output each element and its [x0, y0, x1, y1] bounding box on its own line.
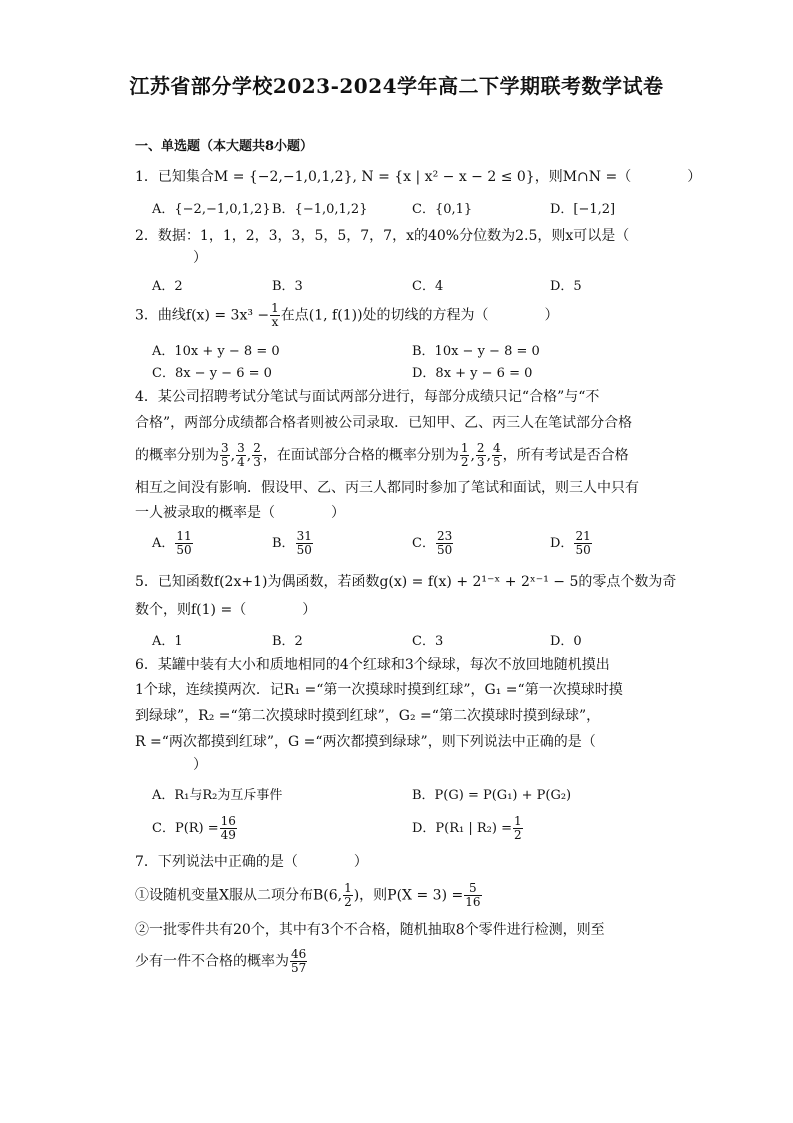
q6-option-b: B．P(G) = P(G₁) + P(G₂) — [412, 788, 572, 803]
question-3-stem: 3．曲线f(x) = 3x³ − $\frac{1}{x}$ 在点(1, f(1))处的切线的方程为（ ） — [135, 301, 559, 329]
q1-option-c: C．{0,1} — [412, 202, 473, 217]
question-4-line: 一人被录取的概率是（ ） — [135, 505, 345, 521]
question-7-statement-1: ①设随机变量X服从二项分布B(6, $\frac{1}{2}$ )，则P(X = 3) = $\frac{5}{16}$ — [135, 881, 481, 909]
question-6-line: R =“两次都摸到红球”，G =“两次都摸到绿球”，则下列说法中正确的是（ — [135, 734, 596, 750]
q5-option-d: D．0 — [550, 634, 582, 649]
q3-option-b: B．10x − y − 8 = 0 — [412, 344, 540, 359]
q1-option-b: B．{−1,0,1,2} — [272, 202, 368, 217]
page-title: 江苏省部分学校2023-2024学年高二下学期联考数学试卷 — [129, 74, 664, 98]
q3-option-c: C．8x − y − 6 = 0 — [152, 366, 272, 381]
q2-option-b: B．3 — [272, 279, 303, 294]
q2-option-c: C．4 — [412, 279, 444, 294]
q1-option-d: D．[−1,2] — [550, 202, 616, 217]
question-4-line: 4．某公司招聘考试分笔试与面试两部分进行，每部分成绩只记“合格”与“不 — [135, 389, 600, 405]
q6-option-a: A．R₁与R₂为互斥事件 — [152, 788, 283, 803]
q3-option-d: D．8x + y − 6 = 0 — [412, 366, 533, 381]
q3-option-a: A．10x + y − 8 = 0 — [152, 344, 280, 359]
q5-option-c: C．3 — [412, 634, 444, 649]
question-6-line: 6．某罐中装有大小和质地相同的4个红球和3个绿球，每次不放回地随机摸出 — [135, 657, 610, 673]
q2-option-d: D．5 — [550, 279, 582, 294]
question-4-line: 相互之间没有影响．假设甲、乙、丙三人都同时参加了笔试和面试，则三人中只有 — [135, 480, 639, 496]
question-7-statement-2-cont: 少有一件不合格的概率为 $\frac{46}{57}$ — [135, 947, 307, 975]
question-5-line: 5．已知函数f(2x+1)为偶函数，若函数g(x) = f(x) + 2¹⁻ˣ + 2ˣ⁻¹ − 5的零点个数为奇 — [135, 574, 677, 590]
question-6-line: 1个球，连续摸两次．记R₁ =“第一次摸球时摸到红球”，G₁ =“第一次摸球时摸 — [135, 682, 623, 698]
q4-option-d: D． $\frac{21}{50}$ — [550, 529, 591, 557]
question-7-stem: 7．下列说法中正确的是（ ） — [135, 854, 368, 870]
q5-option-a: A．1 — [152, 634, 183, 649]
q1-option-a: A．{−2,−1,0,1,2} — [152, 202, 271, 217]
question-6-line: 到绿球”，R₂ =“第二次摸球时摸到红球”，G₂ =“第二次摸球时摸到绿球”， — [135, 708, 601, 724]
q4-option-c: C． $\frac{23}{50}$ — [412, 529, 453, 557]
q4-option-a: A． $\frac{11}{50}$ — [152, 529, 192, 557]
question-2-stem-cont: ） — [193, 250, 207, 266]
section-heading: 一、单选题（本大题共8小题） — [135, 139, 314, 154]
question-4-line: 的概率分别为 $\frac{3}{5}$ , $\frac{3}{4}$ , $\frac{2}{3}$ ，在面试部分合格的概率分别为 $\frac{1}{2}$ , $\frac{2}{3}$ , $\frac{4}{5}$ ，所有考试是否合格 — [135, 441, 629, 469]
question-4-line: 合格”，两部分成绩都合格者则被公司录取．已知甲、乙、丙三人在笔试部分合格 — [135, 415, 633, 431]
question-5-line: 数个，则f(1) =（ ） — [135, 602, 317, 618]
q6-option-d: D．P(R₁ | R₂) = $\frac{1}{2}$ — [412, 814, 522, 842]
question-7-statement-2: ②一批零件共有20个，其中有3个不合格，随机抽取8个零件进行检测，则至 — [135, 922, 605, 938]
question-2-stem: 2．数据：1，1，2，3，3，5，5，7，7，x的40%分位数为2.5，则x可以是（ — [135, 228, 630, 244]
question-6-line: ） — [193, 757, 207, 773]
q5-option-b: B．2 — [272, 634, 303, 649]
fraction: $\frac{1}{x}$ — [271, 301, 279, 329]
q4-option-b: B． $\frac{31}{50}$ — [272, 529, 312, 557]
q6-option-c: C．P(R) = $\frac{16}{49}$ — [152, 814, 236, 842]
q2-option-a: A．2 — [152, 279, 183, 294]
question-1-stem: 1．已知集合M = {−2,−1,0,1,2}, N = {x | x² − x − 2 ≤ 0}，则M∩N =（ ） — [135, 169, 702, 185]
